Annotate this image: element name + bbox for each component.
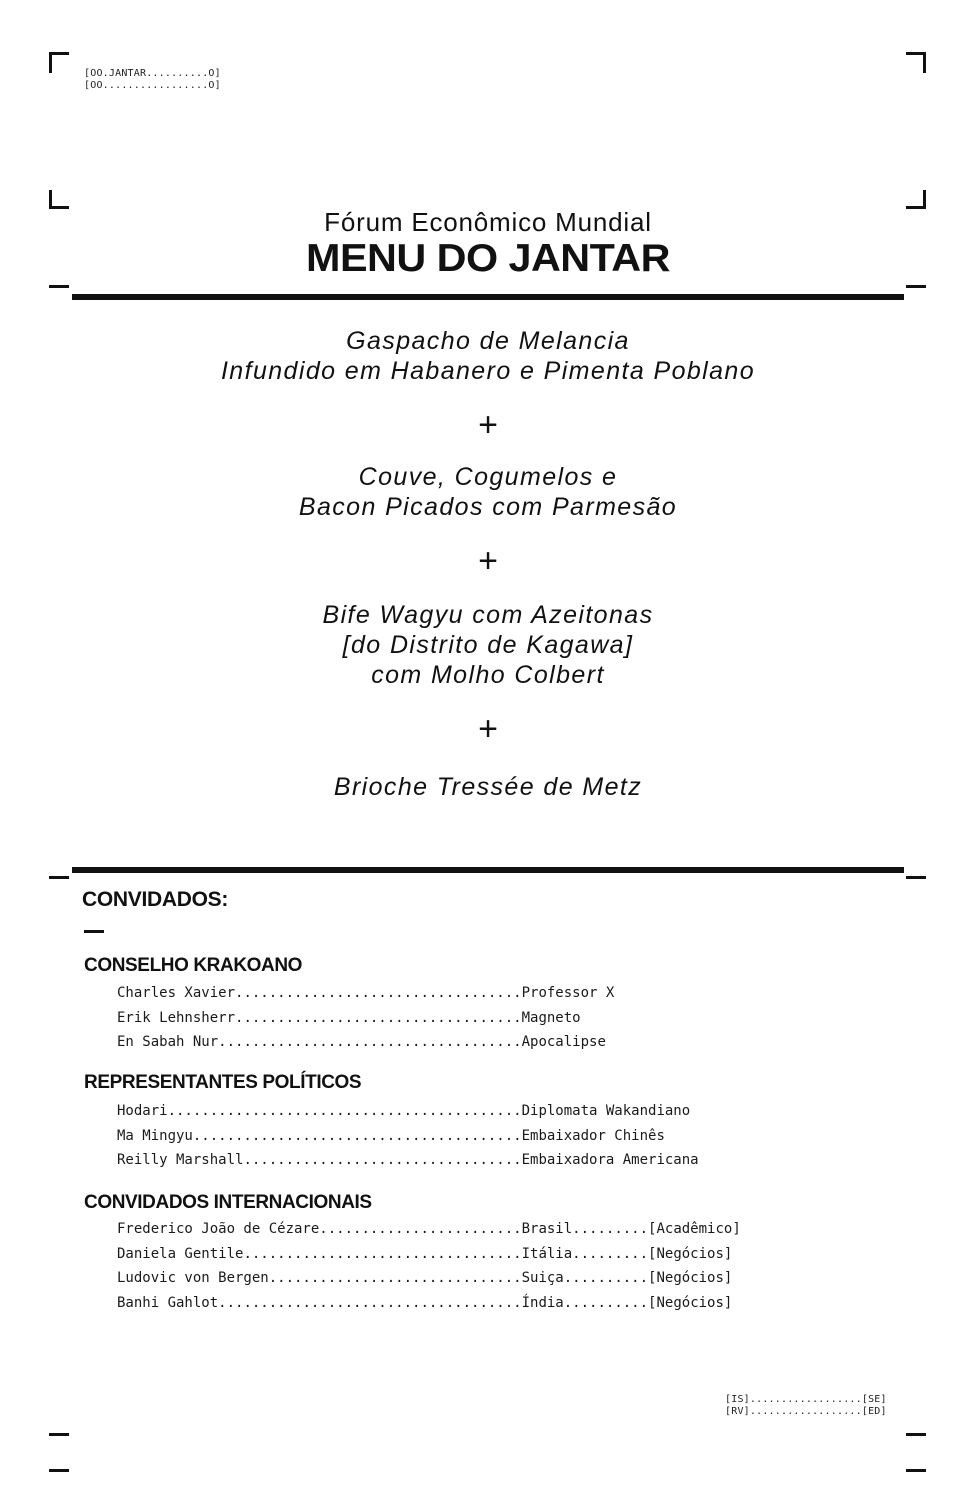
guest-name: Charles Xavier xyxy=(117,985,236,1001)
page-title: MENU DO JANTAR xyxy=(306,237,670,280)
course-line: Bacon Picados com Parmesão xyxy=(298,493,678,521)
guest-country: Itália xyxy=(521,1245,573,1262)
guest-name: Ludovic von Bergen xyxy=(117,1270,269,1286)
edge-dash-left xyxy=(49,1469,69,1472)
course-line: com Molho Colbert xyxy=(371,661,605,689)
edge-dash-right xyxy=(906,1469,926,1472)
guest-row: Banhi Gahlot....................................Índia..........[Negócios] xyxy=(117,1294,733,1311)
guest-country: Índia xyxy=(521,1294,564,1311)
edge-dash-left xyxy=(49,876,69,879)
guest-category: [Negócios] xyxy=(648,1294,733,1311)
course-item xyxy=(0,462,976,522)
guest-role: Magneto xyxy=(521,1009,581,1026)
event-subtitle: Fórum Econômico Mundial xyxy=(324,207,652,237)
edge-dash-right xyxy=(906,1433,926,1436)
guest-name: Hodari xyxy=(117,1103,168,1119)
course-line: Couve, Cogumelos e xyxy=(358,463,618,491)
bottom-code-tag xyxy=(725,1394,887,1418)
course-line: Infundido em Habanero e Pimenta Poblano xyxy=(220,357,756,385)
guest-role: Embaixador Chinês xyxy=(521,1127,665,1144)
guest-category: [Negócios] xyxy=(648,1270,733,1286)
guest-list-international-guests xyxy=(117,1217,741,1315)
course-line: Gaspacho de Melancia xyxy=(346,327,630,355)
guest-row: Ludovic von Bergen..............................Suiça..........[Negócios] xyxy=(117,1270,733,1286)
guest-row: Erik Lehnsherr..................................Magneto xyxy=(117,1009,581,1026)
edge-dash-left xyxy=(49,285,69,288)
guest-row: En Sabah Nur....................................Apocalipse xyxy=(117,1034,606,1050)
group-title-international-guests: CONVIDADOS INTERNACIONAIS xyxy=(84,1192,372,1213)
corner-mark-top-right xyxy=(923,52,926,73)
course-separator: + xyxy=(478,710,498,748)
guest-category: [Negócios] xyxy=(648,1245,733,1262)
course-line: [do Distrito de Kagawa] xyxy=(342,631,634,659)
guest-role: Diplomata Wakandiano xyxy=(521,1103,691,1119)
guest-country: Brasil xyxy=(521,1221,573,1237)
guests-title: CONVIDADOS: xyxy=(82,888,229,911)
guest-role: Professor X xyxy=(521,985,615,1001)
guests-dash xyxy=(84,930,104,933)
corner-mark-top-left xyxy=(49,52,52,73)
guest-row: Hodari..........................................Diplomata Wakandiano xyxy=(117,1103,691,1119)
corner-mark-top-left xyxy=(49,52,69,55)
guest-name: Reilly Marshall xyxy=(117,1152,244,1168)
guest-row: Charles Xavier..................................Professor X xyxy=(117,985,615,1001)
course-separator: + xyxy=(478,406,498,444)
guest-list-political-reps xyxy=(117,1099,699,1173)
course-item xyxy=(0,772,976,802)
guest-category: [Acadêmico] xyxy=(648,1221,741,1237)
menu-courses xyxy=(0,322,976,802)
guest-role: Apocalipse xyxy=(521,1034,606,1050)
guest-row: Reilly Marshall.................................Embaixadora Americana xyxy=(117,1152,699,1168)
top-code-tag-line: [OO.................O] xyxy=(84,80,221,91)
guest-country: Suiça xyxy=(521,1270,564,1286)
guest-name: Erik Lehnsherr xyxy=(117,1009,236,1026)
guest-name: Frederico João de Cézare xyxy=(117,1221,320,1237)
course-item xyxy=(0,326,976,386)
header-divider xyxy=(72,294,904,300)
edge-dash-right xyxy=(906,285,926,288)
guest-name: Banhi Gahlot xyxy=(117,1294,219,1311)
course-separator: + xyxy=(478,542,498,580)
courses-divider xyxy=(72,867,904,873)
group-title-krakoa-council: CONSELHO KRAKOANO xyxy=(84,955,303,976)
menu-header xyxy=(0,206,976,280)
guest-role: Embaixadora Americana xyxy=(521,1152,699,1168)
group-title-political-reps: REPRESENTANTES POLÍTICOS xyxy=(84,1072,362,1093)
edge-dash-left xyxy=(49,1433,69,1436)
guest-row: Daniela Gentile.................................Itália.........[Negócios] xyxy=(117,1245,733,1262)
course-line: Brioche Tressée de Metz xyxy=(333,773,643,801)
bottom-code-tag-line: [IS]..................[SE] xyxy=(725,1394,887,1405)
edge-dash-right xyxy=(906,876,926,879)
guest-row: Ma Mingyu.......................................Embaixador Chinês xyxy=(117,1127,665,1144)
course-item xyxy=(0,600,976,690)
guest-name: Daniela Gentile xyxy=(117,1245,244,1262)
guest-list-krakoa-council xyxy=(117,981,614,1055)
guest-name: En Sabah Nur xyxy=(117,1034,219,1050)
guest-name: Ma Mingyu xyxy=(117,1127,193,1144)
bottom-code-tag-line: [RV]..................[ED] xyxy=(725,1406,887,1417)
course-line: Bife Wagyu com Azeitonas xyxy=(322,601,654,629)
guest-row: Frederico João de Cézare........................Brasil.........[Acadêmico] xyxy=(117,1221,741,1237)
top-code-tag xyxy=(84,68,221,92)
top-code-tag-line: [OO.JANTAR..........O] xyxy=(84,68,221,79)
